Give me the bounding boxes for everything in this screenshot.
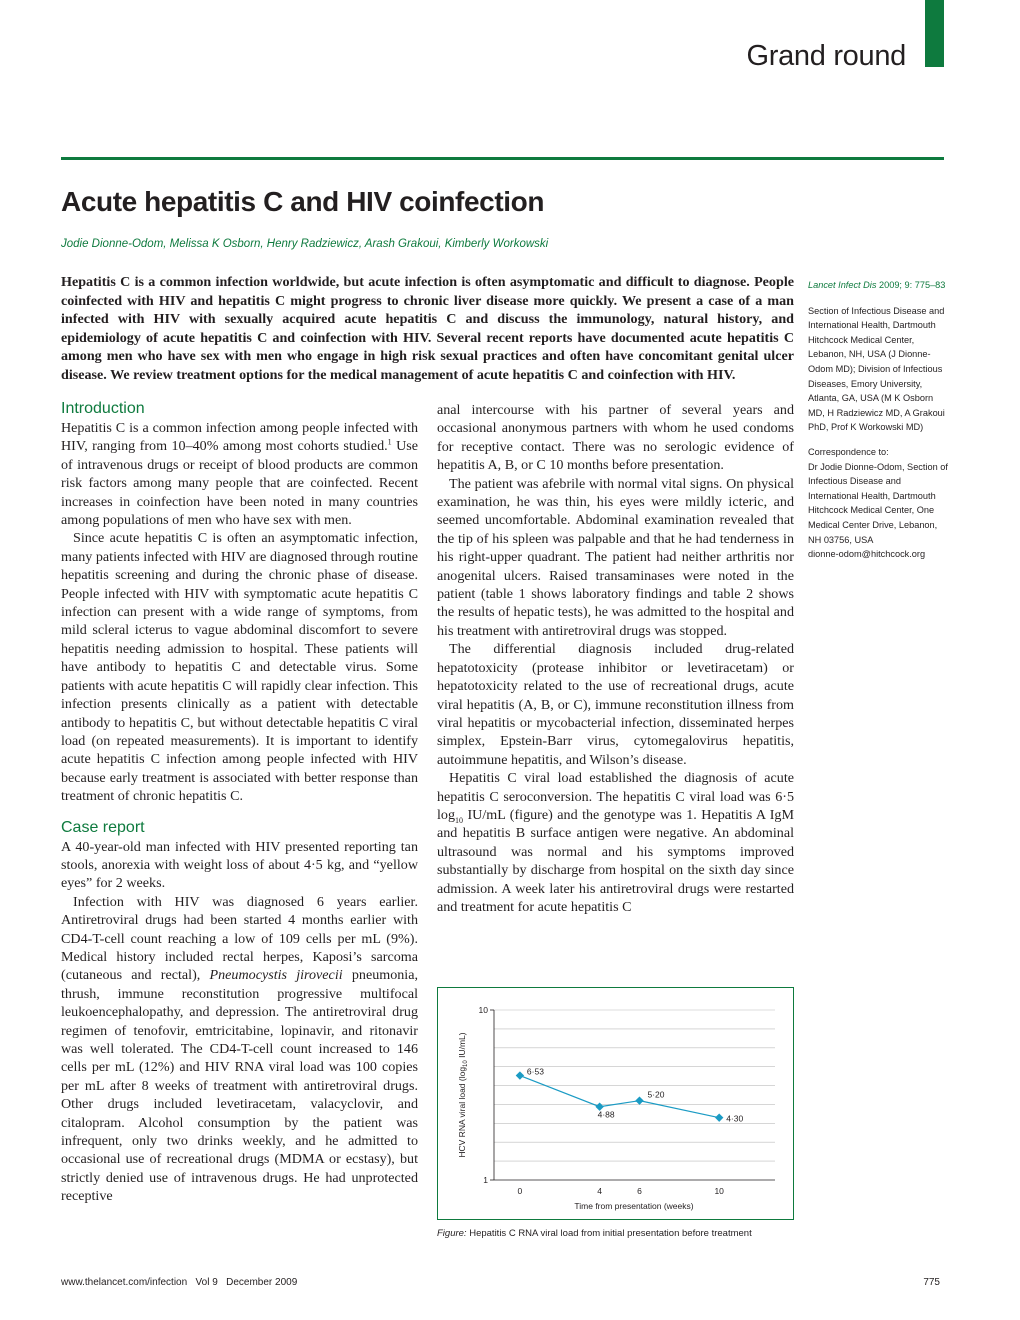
data-label: 5·20 [647,1089,665,1100]
x-tick-label: 6 [637,1186,642,1196]
case-paragraph-6: Hepatitis C viral load established the diagnosis of acute hepatitis C seroconversion. The hepatitis C viral load was 6·5 $\log_{10} IU/mL$ (figure) and the genotype was 1. Hepatitis A IgM and hepatitis B surface antigen were negative. An abdominal ultrasound was normal and his symptoms improved substantially by discharge from hospital on the sixth day since admission. A week later his antiretroviral drugs were restarted and treatment for acute hepatitis C [437,770,794,915]
citation: Lancet Infect Dis 2009; 9: 775–83 [808,280,946,290]
y-tick-label: 10 [478,1005,488,1015]
introduction-heading: Introduction [61,400,145,417]
case-paragraph-1: A 40-year-old man infected with HIV presented reporting tan stools, anorexia with weight loss of about 4·5 kg, and “yellow eyes” for 2 weeks. [61,838,418,892]
figure-box [437,987,794,1220]
data-point [516,1071,524,1079]
intro-paragraph-2: Since acute hepatitis C is often an asymptomatic infection, many patients infected with HIV are diagnosed through routine hepatitis screening and during the chronic phase of disease. People infected with HIV with symptomatic acute hepatitis C infection can present with a wide range of symptoms, from mild scleral icterus to vague abdominal discomfort to severe hepatitis needing admission to hospital. These patients will have antibody to hepatitis C and detectable virus. Some patients with acute hepatitis C will rapidly clear infection. This infection presents clinically as a patient with detectable antibody to hepatitis C, but without detectable hepatitis C viral load (on repeated measurements). It is important to identify acute hepatitis C infection among people infected with HIV because early treatment is associated with better response than treatment of chronic hepatitis C. [61,530,418,805]
figure-caption: Figure: Hepatitis C RNA viral load from initial presentation before treatment [437,1228,752,1239]
x-tick-label: 10 [714,1186,724,1196]
x-tick-label: 4 [597,1186,602,1196]
viral-load-chart [438,988,793,1219]
footer-volume: Vol 9 [195,1277,218,1288]
data-label: 4·30 [726,1113,744,1124]
data-label: 4·88 [597,1109,615,1120]
y-tick-label: 1 [483,1175,488,1185]
reference-1[interactable]: 1 [387,437,392,447]
page-number: 775 [923,1277,940,1288]
series-line [520,1076,719,1118]
header-accent-bar [925,0,944,67]
x-tick-label: 0 [517,1186,523,1196]
case-paragraph-4: The patient was afebrile with normal vital signs. On physical examination, he was thin, his eyes were mildly icteric, and seemed uncomfortable. Abdominal examination revealed that the tip of his spleen was palpable and that he had tenderness in his right-upper quadrant. The patient had neither arthritis nor anogenital ulcers. Raised transaminases were noted in the patient (table 1 shows laboratory findings and table 2 shows the results of hepatic tests), he was admitted to the hospital and his treatment with antiretroviral drugs was stopped. [437,475,794,639]
body-column-middle [437,401,794,916]
intro-paragraph-1: Hepatitis C is a common infection among people infected with HIV, ranging from 10–40% among most cohorts studied.$^1$ Use of intravenous drugs or receipt of blood products are common risk factors among many people that are coinfected. Recent increases in coinfection have been noted in many countries among populations of men who have sex with men. [61,420,418,529]
body-column-left [61,399,418,1206]
section-label: Grand round [746,40,906,72]
case-paragraph-5: The differential diagnosis included drug-related hepatotoxicity (protease inhibitor or levetiracetam) or hepatotoxicity related to the use of recreational drugs, acute viral hepatitis (A, B, or C), immune reconstitution illness from viral hepatitis or mycobacterial infection, disseminated herpes simplex, Epstein-Barr virus, cytomegalovirus hepatitis, autoimmune hepatitis, and Wilson’s disease. [437,641,794,768]
correspondence-email[interactable]: dionne-odom@hitchcock.org [808,549,926,560]
article-title: Acute hepatitis C and HIV coinfection [61,186,545,217]
header-rule [61,157,944,160]
case-paragraph-2: Infection with HIV was diagnosed 6 years earlier. Antiretroviral drugs had been started 4 months earlier with CD4-T-cell count reaching a low of 109 cells per mL (9%). Medical history included rectal herpes, Kaposi’s sarcoma (cutaneous and rectal), Pneumocystis jirovecii pneumonia, thrush, immune reconstitution progressive multifocal leukoencephalopathy, and depression. The antiretroviral drug regimen of tenofovir, emtricitabine, lopinavir, and ritonavir was well tolerated. The CD4-T-cell count increased to 146 cells per mL (12%) and HIV RNA viral load was 100 copies per mL after 8 weeks of treatment with antiretroviral drugs. Other drugs included levetiracetam, valacyclovir, and citalopram. Alcohol consumption by the patient was infrequent, only two drinks weekly, and he admitted to occasional use of recreational drugs (MDMA or ecstasy), but strictly denied use of intravenous drugs. He had unprotected receptive [61,893,419,1205]
data-label: 6·53 [526,1066,544,1077]
footer-url[interactable]: www.thelancet.com/infection [61,1277,188,1288]
x-axis-label: Time from presentation (weeks) [574,1201,694,1211]
author-list: Jodie Dionne-Odom, Melissa K Osborn, Henry Radziewicz, Arash Grakoui, Kimberly Workowski [61,238,549,250]
footer-info [61,1277,297,1288]
correspondence: Correspondence to: Dr Jodie Dionne-Odom, Section of Infectious Disease and International Health, Dartmouth Hitchcock Medical Center, One Medical Center Drive, Lebanon, NH 03756, USA dionne-odom@hitchcock.org [808,445,948,562]
case-report-heading: Case report [61,818,145,836]
sidebar-notes [808,278,948,572]
y-axis-label: HCV RNA viral load ($\log_{10}$ IU/mL) [457,1032,469,1158]
data-point [635,1096,643,1104]
affiliations: Section of Infectious Disease and International Health, Dartmouth Hitchcock Medical Center, Lebanon, NH, USA (J Dionne-Odom MD); Division of Infectious Diseases, Emory University, Atlanta, GA, USA (M K Osborn MD, H Radziewicz MD, A Grakoui PhD, Prof K Workowski MD) [808,305,945,433]
abstract: Hepatitis C is a common infection worldwide, but acute infection is often asymptomatic and difficult to diagnose. People coinfected with HIV and hepatitis C might progress to chronic liver disease more quickly. We present a case of a man infected with HIV with sexually acquired acute hepatitis C and discuss the immunology, natural history, and epidemiology of acute hepatitis C and coinfection with HIV. Several recent reports have documented acute hepatitis C among men who have sex with men who engage in high risk sexual practices and often have concomitant genital ulcer disease. We review treatment options for the medical management of acute hepatitis C and coinfection with HIV. [61,274,794,383]
data-point [715,1113,723,1121]
case-paragraph-3: anal intercourse with his partner of several years and occasional anonymous partners with whom he used condoms for receptive contact. There was no serologic evidence of hepatitis A, B, or C 10 months before presentation. [437,402,794,474]
footer-date: December 2009 [226,1277,298,1288]
